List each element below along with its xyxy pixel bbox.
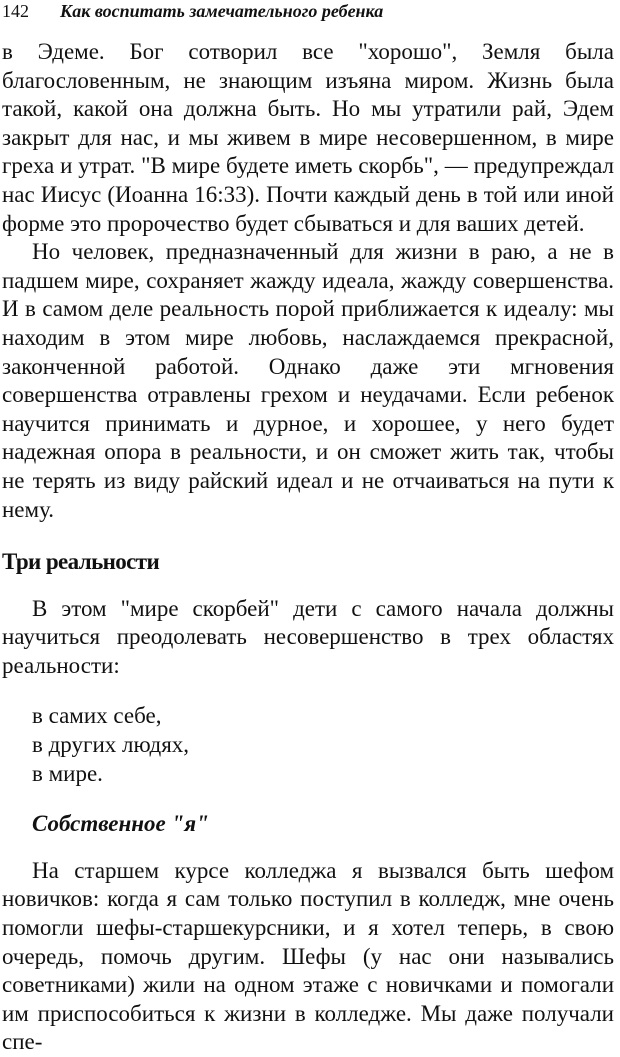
paragraph-college: На старшем курсе колледжа я вызвался быть шефом новичков: когда я сам только поступил в колледж, мне очень помогли шефы-старшекурсники, и я хотел теперь, в свою очередь, помочь другим. Шефы (у нас они назывались советниками) жили на одном этаже с новичками и помогали им приспособиться к жизни в колледже. Мы даже получали спе- xyxy=(2,857,614,1055)
paragraph-three-realities: В этом "мире скорбей" дети с самого начала должны научиться преодолевать несовершенство в трех областях реальности: xyxy=(2,595,614,678)
list-item: в других людях, xyxy=(32,732,190,758)
running-title: Как воспитать замечательного ребенка xyxy=(60,1,384,21)
realities-list xyxy=(32,702,614,788)
list-item: в мире. xyxy=(32,760,103,786)
paragraph-ideal: Но человек, предназначенный для жизни в раю, а не в падшем мире, сохраняет жажду идеала, жажду совершенства. И в самом деле реальность порой приближается к идеалу: мы находим в этом мире любовь, наслаждаемся прекрасной, законченной работой. Однако даже эти мгновения совершенства отравлены грехом и неудачами. Если ребенок научится принимать и дурное, и хорошее, у него будет надежная опора в реальности, и он сможет жить так, чтобы не терять из виду райский идеал и не отчаиваться на пути к нему. xyxy=(2,239,614,522)
paragraph-eden: в Эдеме. Бог сотворил все "хорошо", Земля была благословенным, не знающим изъяна миром. Жизнь была такой, какой она должна быть. Но мы утратили рай, Эдем закрыт для нас, и мы живем в мире несовершенном, в мире греха и утрат. "В мире будете иметь скорбь", — предупреждал нас Иисус (Иоанна 16:33). Почти каждый день в той или иной форме это пророчество будет сбываться и для ваших детей. xyxy=(2,39,614,236)
page-header xyxy=(0,0,620,28)
subsection-heading: Собственное "я" xyxy=(32,811,209,837)
section-heading: Три реальности xyxy=(2,549,160,575)
body-text xyxy=(2,38,614,1057)
page-number: 142 xyxy=(2,1,29,21)
list-item: в самих себе, xyxy=(32,703,162,729)
